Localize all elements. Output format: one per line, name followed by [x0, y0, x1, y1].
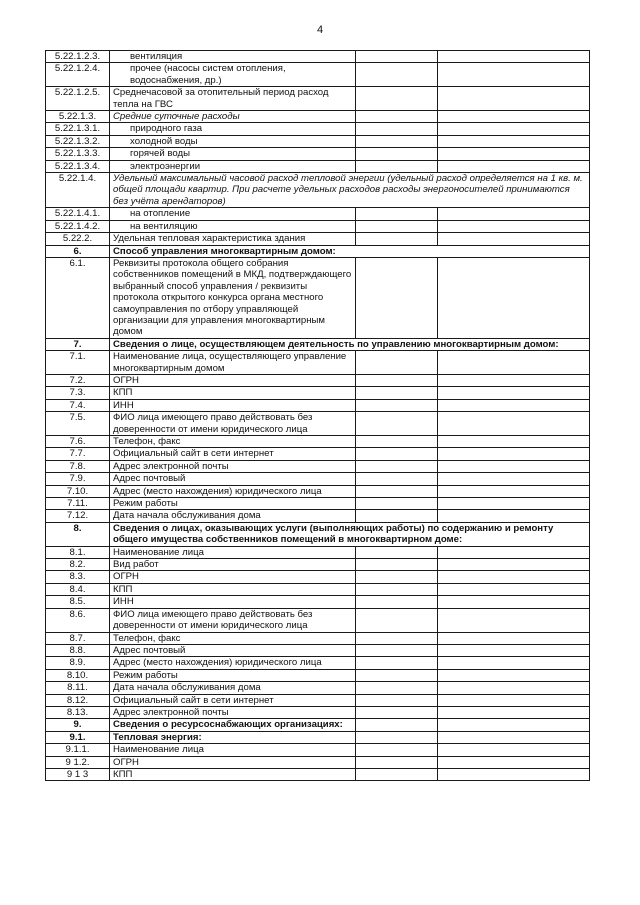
row-label: Среднечасовой за отопительный период расход тепла на ГВС	[110, 87, 356, 111]
row-label: Наименование лица	[110, 744, 356, 756]
row-label: горячей воды	[110, 148, 356, 160]
row-number: 8.2.	[46, 559, 110, 571]
row-label: Телефон, факс	[110, 436, 356, 448]
value-cell	[438, 682, 590, 694]
row-number: 7.11.	[46, 498, 110, 510]
value-cell	[356, 632, 438, 644]
row-number: 5.22.1.4.2.	[46, 220, 110, 232]
table-row	[46, 173, 590, 208]
value-cell	[356, 412, 438, 436]
table-row	[46, 473, 590, 485]
row-label: КПП	[110, 387, 356, 399]
row-label: Адрес почтовый	[110, 473, 356, 485]
table-row	[46, 160, 590, 172]
row-label: Наименование лица, осуществляющего управление многоквартирным домом	[110, 351, 356, 375]
row-number: 7.2.	[46, 374, 110, 386]
value-cell	[438, 436, 590, 448]
table-row	[46, 583, 590, 595]
value-cell	[438, 644, 590, 656]
table-row	[46, 448, 590, 460]
table-row	[46, 719, 590, 731]
value-cell	[438, 669, 590, 681]
value-cell	[356, 374, 438, 386]
table-body	[46, 51, 590, 781]
value-cell	[356, 596, 438, 608]
value-cell	[438, 632, 590, 644]
row-number: 8.10.	[46, 669, 110, 681]
value-cell	[438, 498, 590, 510]
value-cell	[438, 63, 590, 87]
table-row	[46, 233, 590, 245]
value-cell	[438, 87, 590, 111]
value-cell	[356, 498, 438, 510]
table-row	[46, 644, 590, 656]
table-row	[46, 63, 590, 87]
table-row	[46, 694, 590, 706]
value-cell	[356, 571, 438, 583]
value-cell	[438, 510, 590, 522]
table-row	[46, 208, 590, 220]
table-row	[46, 123, 590, 135]
value-cell	[356, 744, 438, 756]
row-label: Сведения о лицах, оказывающих услуги (выполняющих работы) по содержанию и ремонту общего имущества собственников помещений в многоквартирном доме:	[110, 522, 590, 546]
row-label: Тепловая энергия:	[110, 731, 356, 743]
value-cell	[356, 719, 438, 731]
value-cell	[438, 220, 590, 232]
value-cell	[356, 473, 438, 485]
table-row	[46, 559, 590, 571]
value-cell	[438, 160, 590, 172]
value-cell	[356, 460, 438, 472]
row-label: ФИО лица имеющего право действовать без доверенности от имени юридического лица	[110, 412, 356, 436]
table-row	[46, 436, 590, 448]
page-number: 4	[316, 24, 324, 36]
value-cell	[438, 546, 590, 558]
table-row	[46, 220, 590, 232]
value-cell	[356, 351, 438, 375]
value-cell	[356, 583, 438, 595]
value-cell	[438, 485, 590, 497]
row-number: 8.12.	[46, 694, 110, 706]
value-cell	[438, 257, 590, 338]
row-label: Официальный сайт в сети интернет	[110, 694, 356, 706]
table-row	[46, 657, 590, 669]
value-cell	[356, 436, 438, 448]
row-label: Сведения о ресурсоснабжающих организациях:	[110, 719, 356, 731]
value-cell	[356, 485, 438, 497]
row-number: 8.4.	[46, 583, 110, 595]
value-cell	[438, 657, 590, 669]
value-cell	[438, 719, 590, 731]
row-number: 5.22.1.3.4.	[46, 160, 110, 172]
table-row	[46, 768, 590, 780]
table-row	[46, 374, 590, 386]
row-label: ИНН	[110, 596, 356, 608]
row-number: 5.22.1.4.	[46, 173, 110, 208]
table-row	[46, 460, 590, 472]
value-cell	[438, 460, 590, 472]
row-number: 7.	[46, 338, 110, 350]
row-label: Дата начала обслуживания дома	[110, 510, 356, 522]
row-number: 7.6.	[46, 436, 110, 448]
table-row	[46, 412, 590, 436]
value-cell	[356, 123, 438, 135]
value-cell	[356, 111, 438, 123]
value-cell	[356, 148, 438, 160]
row-number: 5.22.1.3.2.	[46, 135, 110, 147]
value-cell	[438, 448, 590, 460]
value-cell	[356, 694, 438, 706]
row-label: прочее (насосы систем отопления, водоснабжения, др.)	[110, 63, 356, 87]
row-number: 8.11.	[46, 682, 110, 694]
table-row	[46, 111, 590, 123]
row-number: 7.7.	[46, 448, 110, 460]
table-row	[46, 596, 590, 608]
row-label: ФИО лица имеющего право действовать без доверенности от имени юридического лица	[110, 608, 356, 632]
row-number: 5.22.1.3.1.	[46, 123, 110, 135]
row-label: Адрес электронной почты	[110, 706, 356, 718]
row-label: Реквизиты протокола общего собрания собственников помещений в МКД, подтверждающего выбранный способ управления / реквизиты протокола открытого конкурса органа местного самоуправления по отбору управляющей организации для управления многоквартирным домом	[110, 257, 356, 338]
value-cell	[356, 559, 438, 571]
value-cell	[356, 160, 438, 172]
value-cell	[356, 669, 438, 681]
row-label: Режим работы	[110, 498, 356, 510]
row-label: Режим работы	[110, 669, 356, 681]
value-cell	[438, 473, 590, 485]
value-cell	[438, 768, 590, 780]
row-number: 6.1.	[46, 257, 110, 338]
value-cell	[438, 596, 590, 608]
passport-table	[45, 50, 590, 781]
value-cell	[438, 571, 590, 583]
table-row	[46, 387, 590, 399]
value-cell	[356, 399, 438, 411]
row-label: Вид работ	[110, 559, 356, 571]
row-number: 5.22.1.2.5.	[46, 87, 110, 111]
table-row	[46, 571, 590, 583]
row-number: 8.8.	[46, 644, 110, 656]
row-label: КПП	[110, 583, 356, 595]
row-number: 8.6.	[46, 608, 110, 632]
row-number: 8.13.	[46, 706, 110, 718]
table-row	[46, 669, 590, 681]
row-number: 7.8.	[46, 460, 110, 472]
row-number: 5.22.1.3.	[46, 111, 110, 123]
value-cell	[438, 208, 590, 220]
row-label: ИНН	[110, 399, 356, 411]
row-number: 7.5.	[46, 412, 110, 436]
row-label: Удельный максимальный часовой расход тепловой энергии (удельный расход определяется на 1 кв. м. общей площади квартир. При расчете удельных расходов расходы энергоносителей принимаются без учёта арендаторов)	[110, 173, 590, 208]
value-cell	[438, 111, 590, 123]
value-cell	[438, 51, 590, 63]
table-row	[46, 51, 590, 63]
value-cell	[438, 374, 590, 386]
value-cell	[356, 608, 438, 632]
row-label: Телефон, факс	[110, 632, 356, 644]
value-cell	[438, 559, 590, 571]
row-label: природного газа	[110, 123, 356, 135]
table-row	[46, 148, 590, 160]
value-cell	[356, 644, 438, 656]
table-row	[46, 744, 590, 756]
row-number: 5.22.1.3.3.	[46, 148, 110, 160]
row-label: Средние суточные расходы	[110, 111, 356, 123]
row-number: 7.12.	[46, 510, 110, 522]
row-number: 5.22.1.2.3.	[46, 51, 110, 63]
value-cell	[356, 768, 438, 780]
value-cell	[356, 546, 438, 558]
value-cell	[356, 510, 438, 522]
value-cell	[356, 682, 438, 694]
value-cell	[356, 657, 438, 669]
table-row	[46, 510, 590, 522]
row-label: Дата начала обслуживания дома	[110, 682, 356, 694]
table-row	[46, 682, 590, 694]
table-row	[46, 608, 590, 632]
row-label: холодной воды	[110, 135, 356, 147]
value-cell	[356, 706, 438, 718]
table-row	[46, 756, 590, 768]
value-cell	[356, 387, 438, 399]
table-row	[46, 731, 590, 743]
table-row	[46, 485, 590, 497]
row-label: электроэнергии	[110, 160, 356, 172]
row-number: 5.22.1.4.1.	[46, 208, 110, 220]
row-number: 8.1.	[46, 546, 110, 558]
value-cell	[356, 51, 438, 63]
row-number: 8.	[46, 522, 110, 546]
row-number: 8.5.	[46, 596, 110, 608]
value-cell	[356, 220, 438, 232]
value-cell	[438, 123, 590, 135]
table-row	[46, 87, 590, 111]
value-cell	[356, 756, 438, 768]
row-number: 8.7.	[46, 632, 110, 644]
row-number: 8.3.	[46, 571, 110, 583]
table-row	[46, 351, 590, 375]
value-cell	[356, 135, 438, 147]
row-label: ОГРН	[110, 374, 356, 386]
table-row	[46, 399, 590, 411]
row-number: 5.22.1.2.4.	[46, 63, 110, 87]
row-label: Официальный сайт в сети интернет	[110, 448, 356, 460]
row-number: 9.	[46, 719, 110, 731]
row-number: 7.9.	[46, 473, 110, 485]
row-label: Адрес почтовый	[110, 644, 356, 656]
table-row	[46, 338, 590, 350]
row-label: Наименование лица	[110, 546, 356, 558]
value-cell	[438, 233, 590, 245]
value-cell	[438, 608, 590, 632]
row-number: 9 1 3	[46, 768, 110, 780]
value-cell	[356, 87, 438, 111]
table-row	[46, 706, 590, 718]
value-cell	[356, 731, 438, 743]
row-number: 5.22.2.	[46, 233, 110, 245]
row-label: Адрес (место нахождения) юридического лица	[110, 657, 356, 669]
value-cell	[438, 744, 590, 756]
value-cell	[438, 731, 590, 743]
table-row	[46, 245, 590, 257]
row-number: 7.10.	[46, 485, 110, 497]
value-cell	[438, 148, 590, 160]
row-label: Удельная тепловая характеристика здания	[110, 233, 356, 245]
value-cell	[356, 257, 438, 338]
row-label: на отопление	[110, 208, 356, 220]
table-row	[46, 257, 590, 338]
table-row	[46, 632, 590, 644]
row-number: 7.4.	[46, 399, 110, 411]
value-cell	[438, 351, 590, 375]
value-cell	[438, 399, 590, 411]
value-cell	[438, 135, 590, 147]
table-row	[46, 522, 590, 546]
row-number: 8.9.	[46, 657, 110, 669]
row-label: ОГРН	[110, 756, 356, 768]
value-cell	[438, 694, 590, 706]
value-cell	[438, 412, 590, 436]
value-cell	[438, 756, 590, 768]
value-cell	[438, 387, 590, 399]
row-label: Способ управления многоквартирным домом:	[110, 245, 590, 257]
row-number: 7.3.	[46, 387, 110, 399]
value-cell	[438, 706, 590, 718]
row-number: 6.	[46, 245, 110, 257]
value-cell	[356, 448, 438, 460]
row-number: 9.1.	[46, 731, 110, 743]
row-number: 9 1.2.	[46, 756, 110, 768]
row-number: 9.1.1.	[46, 744, 110, 756]
table-row	[46, 546, 590, 558]
row-label: Адрес (место нахождения) юридического лица	[110, 485, 356, 497]
row-number: 7.1.	[46, 351, 110, 375]
row-label: на вентиляцию	[110, 220, 356, 232]
value-cell	[356, 63, 438, 87]
value-cell	[356, 233, 438, 245]
value-cell	[438, 583, 590, 595]
table-row	[46, 498, 590, 510]
row-label: КПП	[110, 768, 356, 780]
row-label: ОГРН	[110, 571, 356, 583]
row-label: Адрес электронной почты	[110, 460, 356, 472]
table-row	[46, 135, 590, 147]
value-cell	[356, 208, 438, 220]
row-label: Сведения о лице, осуществляющем деятельность по управлению многоквартирным домом:	[110, 338, 590, 350]
row-label: вентиляция	[110, 51, 356, 63]
